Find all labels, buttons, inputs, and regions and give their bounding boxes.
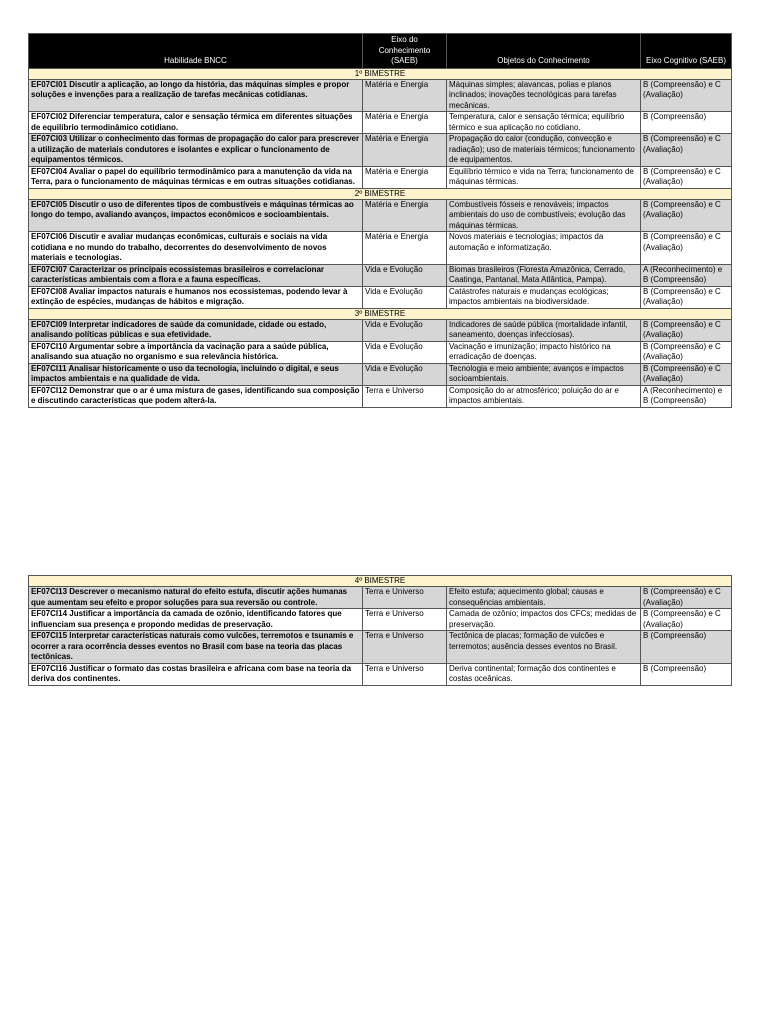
table-header-row xyxy=(29,34,732,69)
table-row xyxy=(29,663,732,685)
eixo-cell: Vida e Evolução xyxy=(363,286,447,308)
objetos-cell: Composição do ar atmosférico; poluição do ar e impactos ambientais. xyxy=(447,385,641,407)
cognitivo-cell: B (Compreensão) xyxy=(641,663,732,685)
habilidade-cell: EF07CI16 Justificar o formato das costas brasileira e africana com base na teoria da deriva dos continentes. xyxy=(29,663,363,685)
eixo-cell: Vida e Evolução xyxy=(363,363,447,385)
cognitivo-cell: B (Compreensão) e C (Avaliação) xyxy=(641,79,732,112)
eixo-cell: Vida e Evolução xyxy=(363,319,447,341)
cognitivo-cell: B (Compreensão) e C (Avaliação) xyxy=(641,587,732,609)
table-row xyxy=(29,134,732,167)
eixo-cell: Matéria e Energia xyxy=(363,112,447,134)
eixo-cell: Matéria e Energia xyxy=(363,79,447,112)
table-row xyxy=(29,199,732,232)
header-habilidade: Habilidade BNCC xyxy=(29,34,363,69)
objetos-cell: Temperatura, calor e sensação térmica; equilíbrio térmico e sua aplicação no cotidiano. xyxy=(447,112,641,134)
bimester-header xyxy=(29,576,732,587)
bimester-label: 2º BIMESTRE xyxy=(29,188,732,199)
bimester-label: 1º BIMESTRE xyxy=(29,68,732,79)
habilidade-cell: EF07CI06 Discutir e avaliar mudanças econômicas, culturais e sociais na vida cotidiana e no mundo do trabalho, decorrentes do desenvolvimento de novos materiais e tecnologias. xyxy=(29,232,363,265)
objetos-cell: Vacinação e imunização; impacto histórico na erradicação de doenças. xyxy=(447,341,641,363)
habilidade-cell: EF07CI10 Argumentar sobre a importância da vacinação para a saúde pública, analisando sua atuação no organismo e sua relevância histórica. xyxy=(29,341,363,363)
table-row xyxy=(29,319,732,341)
cognitivo-cell: B (Compreensão) e C (Avaliação) xyxy=(641,341,732,363)
habilidade-cell: EF07CI12 Demonstrar que o ar é uma mistura de gases, identificando sua composição e discutindo características que podem alterá-la. xyxy=(29,385,363,407)
bimester-label: 4º BIMESTRE xyxy=(29,576,732,587)
habilidade-cell: EF07CI11 Analisar historicamente o uso da tecnologia, incluindo o digital, e seus impactos ambientais e na qualidade de vida. xyxy=(29,363,363,385)
cognitivo-cell: B (Compreensão) xyxy=(641,631,732,664)
cognitivo-cell: B (Compreensão) e C (Avaliação) xyxy=(641,609,732,631)
cognitivo-cell: B (Compreensão) e C (Avaliação) xyxy=(641,166,732,188)
eixo-cell: Matéria e Energia xyxy=(363,134,447,167)
table-row xyxy=(29,112,732,134)
bimester-label: 3º BIMESTRE xyxy=(29,308,732,319)
cognitivo-cell: B (Compreensão) xyxy=(641,112,732,134)
habilidade-cell: EF07CI01 Discutir a aplicação, ao longo da história, das máquinas simples e propor soluções e invenções para a realização de tarefas mecânicas cotidianas. xyxy=(29,79,363,112)
eixo-cell: Terra e Universo xyxy=(363,609,447,631)
skills-table-bimester-4 xyxy=(28,575,732,686)
habilidade-cell: EF07CI07 Caracterizar os principais ecossistemas brasileiros e correlacionar características ambientais com a flora e a fauna específicas. xyxy=(29,264,363,286)
eixo-cell: Vida e Evolução xyxy=(363,341,447,363)
eixo-cell: Terra e Universo xyxy=(363,587,447,609)
eixo-cell: Matéria e Energia xyxy=(363,199,447,232)
table-row xyxy=(29,631,732,664)
table-row xyxy=(29,286,732,308)
objetos-cell: Camada de ozônio; impactos dos CFCs; medidas de preservação. xyxy=(447,609,641,631)
cognitivo-cell: B (Compreensão) e C (Avaliação) xyxy=(641,319,732,341)
habilidade-cell: EF07CI04 Avaliar o papel do equilíbrio termodinâmico para a manutenção da vida na Terra, para o funcionamento de máquinas térmicas e em outras situações cotidianas. xyxy=(29,166,363,188)
objetos-cell: Indicadores de saúde pública (mortalidade infantil, saneamento, doenças infecciosas). xyxy=(447,319,641,341)
habilidade-cell: EF07CI14 Justificar a importância da camada de ozônio, identificando fatores que influenciam sua presença e propondo medidas de preservação. xyxy=(29,609,363,631)
table-row xyxy=(29,232,732,265)
habilidade-cell: EF07CI05 Discutir o uso de diferentes tipos de combustíveis e máquinas térmicas ao longo do tempo, avaliando avanços, impactos econômicos e socioambientais. xyxy=(29,199,363,232)
bimester-header xyxy=(29,308,732,319)
header-eixo-conhecimento: Eixo do Conhecimento (SAEB) xyxy=(363,34,447,69)
objetos-cell: Combustíveis fósseis e renováveis; impactos ambientais do uso de combustíveis; evolução das máquinas térmicas. xyxy=(447,199,641,232)
objetos-cell: Biomas brasileiros (Floresta Amazônica, Cerrado, Caatinga, Pantanal, Mata Atlântica, Pampa). xyxy=(447,264,641,286)
objetos-cell: Efeito estufa; aquecimento global; causas e consequências ambientais. xyxy=(447,587,641,609)
eixo-cell: Terra e Universo xyxy=(363,663,447,685)
table-row xyxy=(29,385,732,407)
cognitivo-cell: A (Reconhecimento) e B (Compreensão) xyxy=(641,264,732,286)
objetos-cell: Tectônica de placas; formação de vulcões e terremotos; ausência desses eventos no Brasil. xyxy=(447,631,641,664)
objetos-cell: Propagação do calor (condução, convecção e radiação); uso de materiais térmicos; funcionamento de equipamentos. xyxy=(447,134,641,167)
objetos-cell: Catástrofes naturais e mudanças ecológicas; impactos ambientais na biodiversidade. xyxy=(447,286,641,308)
objetos-cell: Equilíbrio térmico e vida na Terra; funcionamento de máquinas térmicas. xyxy=(447,166,641,188)
skills-table-bimesters-1-3 xyxy=(28,33,732,408)
eixo-cell: Vida e Evolução xyxy=(363,264,447,286)
habilidade-cell: EF07CI08 Avaliar impactos naturais e humanos nos ecossistemas, podendo levar à extinção de espécies, mudanças de hábitos e migração. xyxy=(29,286,363,308)
cognitivo-cell: A (Reconhecimento) e B (Compreensão) xyxy=(641,385,732,407)
header-objetos: Objetos do Conhecimento xyxy=(447,34,641,69)
table-row xyxy=(29,341,732,363)
cognitivo-cell: B (Compreensão) e C (Avaliação) xyxy=(641,286,732,308)
habilidade-cell: EF07CI15 Interpretar características naturais como vulcões, terremotos e tsunamis e ocorrer a rara ocorrência desses eventos no Brasil com base na teoria das placas tectônicas. xyxy=(29,631,363,664)
objetos-cell: Tecnologia e meio ambiente; avanços e impactos socioambientais. xyxy=(447,363,641,385)
header-eixo-cognitivo: Eixo Cognitivo (SAEB) xyxy=(641,34,732,69)
table-row xyxy=(29,264,732,286)
table-row xyxy=(29,79,732,112)
bimester-header xyxy=(29,188,732,199)
cognitivo-cell: B (Compreensão) e C (Avaliação) xyxy=(641,199,732,232)
cognitivo-cell: B (Compreensão) e C (Avaliação) xyxy=(641,134,732,167)
objetos-cell: Deriva continental; formação dos continentes e costas oceânicas. xyxy=(447,663,641,685)
table-row xyxy=(29,166,732,188)
objetos-cell: Novos materiais e tecnologias; impactos da automação e informatização. xyxy=(447,232,641,265)
habilidade-cell: EF07CI13 Descrever o mecanismo natural do efeito estufa, discutir ações humanas que aumentam seu efeito e propor soluções para sua reversão ou controle. xyxy=(29,587,363,609)
eixo-cell: Terra e Universo xyxy=(363,631,447,664)
table-row xyxy=(29,609,732,631)
cognitivo-cell: B (Compreensão) e C (Avaliação) xyxy=(641,363,732,385)
eixo-cell: Terra e Universo xyxy=(363,385,447,407)
habilidade-cell: EF07CI09 Interpretar indicadores de saúde da comunidade, cidade ou estado, analisando políticas públicas e sua efetividade. xyxy=(29,319,363,341)
table-row xyxy=(29,587,732,609)
objetos-cell: Máquinas simples; alavancas, polias e planos inclinados; inovações tecnológicas para tarefas mecânicas. xyxy=(447,79,641,112)
habilidade-cell: EF07CI02 Diferenciar temperatura, calor e sensação térmica em diferentes situações de equilíbrio termodinâmico cotidiano. xyxy=(29,112,363,134)
eixo-cell: Matéria e Energia xyxy=(363,166,447,188)
habilidade-cell: EF07CI03 Utilizar o conhecimento das formas de propagação do calor para prescrever a utilização de materiais condutores e isolantes e explicar o funcionamento de equipamentos térmicos. xyxy=(29,134,363,167)
table-row xyxy=(29,363,732,385)
eixo-cell: Matéria e Energia xyxy=(363,232,447,265)
bimester-header xyxy=(29,68,732,79)
cognitivo-cell: B (Compreensão) e C (Avaliação) xyxy=(641,232,732,265)
